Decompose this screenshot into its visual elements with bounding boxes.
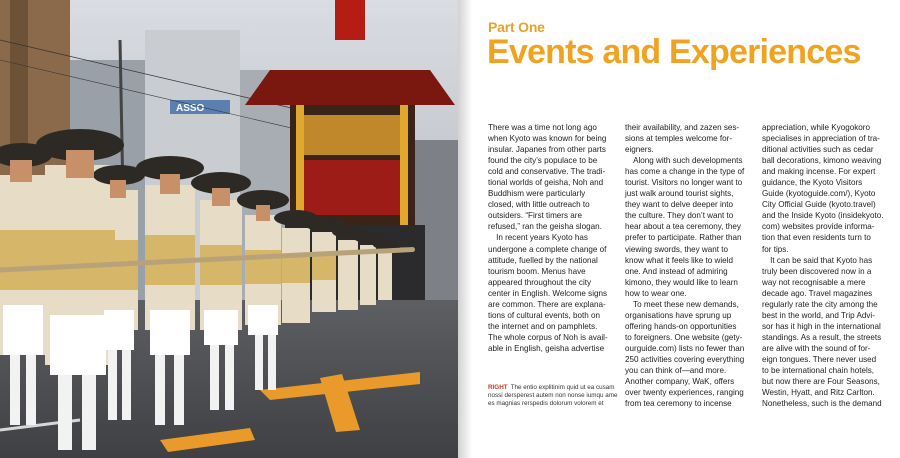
body-text-line: com) websites provide informa-	[762, 222, 875, 232]
body-text-line: but now there are Four Seasons,	[762, 377, 880, 387]
body-text-line: are common. There are explana-	[488, 299, 606, 309]
body-text-line: appeared throughout the city	[488, 277, 592, 287]
body-text-line: guidance, the Kyoto Visitors	[762, 178, 863, 188]
body-text-line: 250 activities covering everything	[625, 354, 745, 364]
body-text-line: Along with such developments	[625, 156, 743, 166]
body-text-line: they want to delve deeper into	[625, 200, 733, 210]
body-text-line: when Kyoto was known for being	[488, 134, 607, 144]
body-text-line: It can be said that Kyoto has	[762, 255, 873, 265]
body-text-line: viewing swords, they want to	[625, 244, 729, 254]
body-text-line: and the Inside Kyoto (insidekyoto.	[762, 211, 884, 221]
page-title: Events and Experiences	[487, 33, 861, 71]
body-text-line: for tips.	[762, 244, 789, 254]
body-text-line: just walk around tourist sights,	[625, 189, 734, 199]
body-text-line: Buddhism were particularly	[488, 189, 586, 199]
body-text-line: decade ago. Travel magazines	[762, 288, 873, 298]
photo-caption	[488, 384, 624, 409]
body-text-line: tions of cultural events, both on	[488, 310, 601, 320]
body-text-line: truly been discovered now in a	[762, 266, 872, 276]
body-text-line: outsiders. “First timers are	[488, 211, 582, 221]
body-text-line: center in English. Welcome signs	[488, 288, 608, 298]
body-text-line: from tea ceremony to incense	[625, 399, 732, 409]
body-text-line: refused,” ran the geisha slogan.	[488, 222, 602, 232]
body-text-line: tourism boom. Menus have	[488, 266, 586, 276]
body-text-line: tional worlds of geisha, Noh and	[488, 178, 604, 188]
body-text-line: organisations have sprung up	[625, 310, 732, 320]
body-text-line: one. And instead of admiring	[625, 266, 728, 276]
body-text-line: specialises in appreciation of tra-	[762, 134, 880, 144]
text-column-1	[488, 122, 620, 354]
text-column-2	[625, 122, 757, 409]
body-text-line: regularly rate the city among the	[762, 299, 878, 309]
body-text-line: sor has it high in the international	[762, 321, 881, 331]
body-text-line: standings. As a result, the streets	[762, 332, 882, 342]
body-text-line: tourist. Visitors no longer want to	[625, 178, 743, 188]
body-text-line: to be international chain hotels,	[762, 366, 875, 376]
body-text-line: and making incense. For expert	[762, 167, 876, 177]
body-text-line: There was a time not long ago	[488, 123, 597, 132]
body-text-line: the internet and on pamphlets.	[488, 321, 598, 331]
body-text-line: prefer to participate. Rather than	[625, 233, 742, 243]
body-text-line: undergone a complete change of	[488, 244, 607, 254]
body-text-line: The whole corpus of Noh is avail-	[488, 332, 608, 342]
gutter-shadow	[458, 0, 472, 458]
body-text-line: how to wear one.	[625, 288, 687, 298]
body-text-line: found the city’s populace to be	[488, 156, 598, 166]
body-text-line: eign tongues. There never used	[762, 354, 877, 364]
building-sign: ASSO	[176, 103, 205, 114]
body-text-line: sions at temples welcome for-	[625, 134, 733, 144]
body-text-line: know what it feels like to wield	[625, 255, 733, 265]
body-text-line: to foreigners. One website (gety-	[625, 332, 743, 342]
body-text-line: Nonetheless, such is the demand	[762, 399, 882, 409]
text-column-3	[762, 122, 894, 409]
body-text-line: eigners.	[625, 145, 654, 155]
body-text-line: way not recognisable a mere	[762, 277, 866, 287]
body-text-line: insular. Japanes from other parts	[488, 145, 606, 155]
body-text-line: able in English, geisha advertise	[488, 343, 605, 353]
body-text-line: over twenty experiences, ranging	[625, 388, 744, 398]
body-text-line: attitude, fuelled by the national	[488, 255, 598, 265]
body-text-line: has come a change in the type of	[625, 167, 745, 177]
body-text-line: their availability, and zazen ses-	[625, 123, 740, 132]
body-text-line: ourguide.com) lists no fewer than	[625, 343, 745, 353]
body-text-line: hear about a tea ceremony, they	[625, 222, 741, 232]
body-text-line: closed, with little outreach to	[488, 200, 590, 210]
caption-text: The entio explitinim quid ut ea cusam nossi dersperest autem non nonse iumqu ame es magnias rerspedis dolorum volorem et	[488, 384, 618, 408]
body-text-line: Another company, WaK, offers	[625, 377, 735, 387]
body-text-line: Westin, Hyatt, and Ritz Carlton.	[762, 388, 875, 398]
body-text-line: ball decorations, kimono weaving	[762, 156, 882, 166]
body-text-line: tion that even residents turn to	[762, 233, 871, 243]
caption-label: RIGHT	[488, 384, 508, 391]
body-text-line: best in the world, and Trip Advi-	[762, 310, 875, 320]
body-text-line: City Official Guide (kyoto.travel)	[762, 200, 876, 210]
body-text-line: In recent years Kyoto has	[488, 233, 588, 243]
body-text-line: the culture. They don’t want to	[625, 211, 734, 221]
body-text-line: appreciation, while Kyogokoro	[762, 123, 870, 132]
body-text-line: cold and conservative. The tradi-	[488, 167, 606, 177]
body-text-line: kimono, they would like to learn	[625, 277, 738, 287]
body-text-line: are alive with the sound of for-	[762, 343, 871, 353]
body-text-line: Guide (kyotoguide.com/), Kyoto	[762, 189, 876, 199]
body-text-line: ditional activities such as cedar	[762, 145, 874, 155]
body-text-line: offering hands-on opportunities	[625, 321, 737, 331]
part-label: Part One	[488, 19, 545, 35]
body-text-line: you can think of—and more.	[625, 366, 727, 376]
body-text-line: To meet these new demands,	[625, 299, 739, 309]
